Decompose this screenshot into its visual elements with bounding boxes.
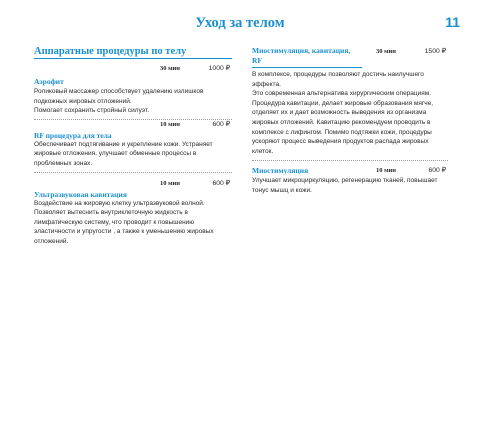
dotted-divider [252,160,448,161]
service-item-myostim [252,166,448,195]
right-column [252,46,448,196]
page-title: Уход за телом [195,15,285,31]
service-price: 600 ₽ [212,120,230,128]
service-duration: 30 мин [160,65,181,72]
service-description: Улучшает микроциркуляцию, регенерацию тканей, повышает тонус мышц и кожи. [252,177,438,194]
service-description: Обеспечивает подтягивание и укрепление кожи. Устраняет жировые отложения, улучшает обменные процессы в проблемных зонах. [34,140,213,167]
page-number: 11 [445,14,460,30]
service-price: 600 ₽ [212,179,230,187]
service-item-aerofit [34,62,232,120]
service-description: Воздействие на жировую клетку ультразвуковой волной. Позволяет вытеснить внутриклеточную жидкость в лимфатическую систему, что проводит к повышению эластичности и упругости , а также к уменьшению жировых отложений. [34,199,214,245]
service-name: Миостимуляция [252,166,309,176]
service-description: В комплексе, процедуры позволяют достичь наилучшего эффекта. Это современная альтернатива хирургическим операциям. Процедура кавитации, делает жировые образования мягче, отделяет их и дает возможность выведения из организма жировых отложений. Кавитацию рекомендуем проводить в комплексе с лифингом. Помимо подтяжки кожи, процедуры ускоряют процесс выведения продуктов распада жировых клеток. [252,71,434,155]
service-item-myostim-cavitation-rf [252,46,448,161]
left-column [34,46,232,247]
service-item-ultrasound-cavitation [34,179,232,247]
section-title: Аппаратные процедуры по телу [34,46,232,59]
dotted-divider [34,172,232,173]
service-duration: 10 мин [160,179,181,187]
service-duration: 10 мин [160,120,181,128]
service-name: Миостимуляция, кавитация, RF [252,46,362,68]
service-duration: 30 мин [376,48,397,55]
service-name: Аэрофит [34,77,64,86]
service-description: Роликовый массажер способствует удалению излишков подкожных жировых отложений. Помогает сохранить стройный силуэт. [34,88,204,115]
service-duration: 10 мин [376,167,397,175]
service-price: 1500 ₽ [424,48,446,55]
service-item-rf-body [34,120,232,173]
service-name: RF процедура для тела [34,130,112,140]
service-name: Ультразвуковая кавитация [34,189,127,199]
service-price: 600 ₽ [428,167,446,175]
service-price: 1000 ₽ [208,65,230,72]
